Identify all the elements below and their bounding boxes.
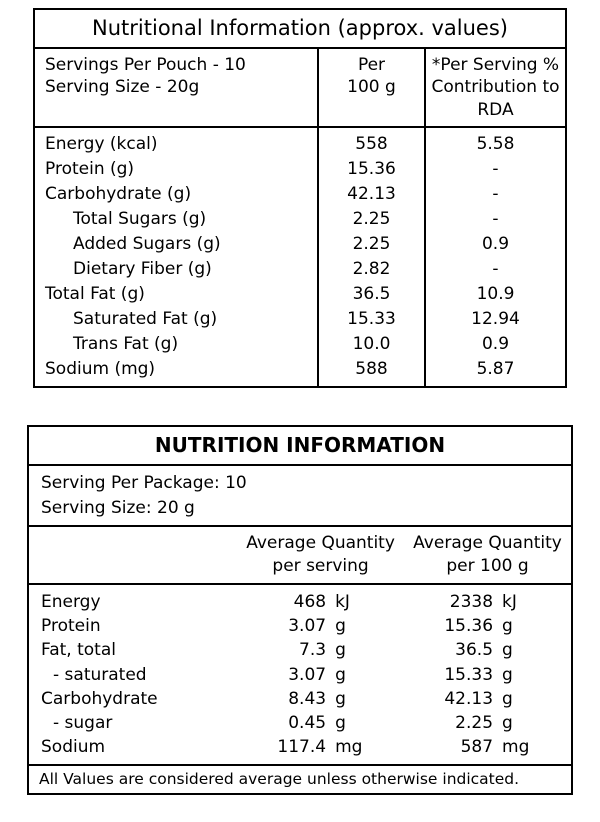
value: 2338 [449,592,494,613]
table-row [29,687,571,711]
nutrition-information-panel [27,425,573,795]
value: 117.4 [277,736,327,757]
panel2-rows [29,584,571,764]
unit: g [335,712,346,733]
nutrient-name: Added Sugars (g) [73,234,221,255]
nutrient-name: Trans Fat (g) [73,333,179,354]
nutrient-per100: 2.82 [318,257,425,282]
servings-per-pouch: Servings Per Pouch - 10 [45,55,246,75]
value: 8.43 [288,688,327,709]
unit: g [335,640,346,661]
panel2-header-row [29,527,571,584]
nutritional-information-panel [33,8,567,388]
table-row [35,332,565,357]
value: 42.13 [444,688,494,709]
nutrient-name: Energy (kcal) [45,134,158,155]
nutrient-name: - sugar [53,712,113,733]
table-row [35,127,565,157]
nutrient-per100: 15.36 [318,157,425,182]
per100-header-line1: Per [357,55,386,75]
table-row [29,584,571,614]
nutrient-name: Sodium (mg) [45,358,156,379]
nutrient-name: Protein (g) [45,159,135,180]
table-row [29,711,571,735]
nutrient-name: Protein [41,616,101,637]
nutrient-per100: 2.25 [318,207,425,232]
value: 468 [293,592,327,613]
nutrient-per100: 36.5 [318,282,425,307]
per100-header-line2: per 100 g [446,556,529,577]
panel1-title: Nutritional Information (approx. values) [35,10,565,49]
nutrient-name: Saturated Fat (g) [73,308,218,329]
nutrient-rda: - [425,157,565,182]
nutrient-rda: 12.94 [425,307,565,332]
nutrient-name: Total Sugars (g) [73,209,207,230]
nutrient-per100: 2.25 [318,232,425,257]
panel2-table [29,527,571,764]
table-row [29,735,571,764]
unit: g [502,664,513,685]
nutrient-name: Fat, total [41,640,116,661]
value: 0.45 [288,712,327,733]
nutrient-per100 [404,687,571,711]
panel1-servings-cell [35,49,318,127]
nutrient-per100: 588 [318,357,425,386]
panel1-header-row [35,49,565,127]
per-serving-header-line1: Average Quantity [246,533,395,554]
panel2-serving-block [29,466,571,527]
nutrient-per-serving [237,687,404,711]
panel2-per-serving-header [237,527,404,584]
nutrient-name: - saturated [53,664,147,685]
serving-size: Serving Size: 20 g [41,497,195,518]
nutrient-per-serving [237,735,404,764]
nutrient-rda: - [425,257,565,282]
nutrient-per100: 558 [318,127,425,157]
unit: g [502,616,513,637]
nutrient-per100: 15.33 [318,307,425,332]
unit: g [502,712,513,733]
nutrient-rda: - [425,207,565,232]
panel1-rda-header [425,49,565,127]
nutrient-name: Total Fat (g) [45,283,145,304]
value: 15.36 [444,616,494,637]
panel2-title: NUTRITION INFORMATION [29,427,571,466]
nutrient-per-serving [237,614,404,638]
nutrient-per100 [404,584,571,614]
nutrient-per100 [404,711,571,735]
value: 3.07 [288,616,327,637]
panel2-per100-header [404,527,571,584]
panel1-per100-header [318,49,425,127]
table-row [29,663,571,687]
unit: kJ [335,592,350,613]
table-row [35,307,565,332]
per100-header-line2: 100 g [347,77,396,98]
panel1-rows [35,127,565,385]
per-serving-header-line2: per serving [272,556,369,577]
rda-header-line2: Contribution to RDA [431,77,560,120]
nutrient-rda: 5.58 [425,127,565,157]
nutrient-per100 [404,735,571,764]
unit: g [502,688,513,709]
nutrient-per-serving [237,711,404,735]
nutrient-rda: 0.9 [425,332,565,357]
nutrient-name: Carbohydrate (g) [45,184,192,205]
nutrient-per100: 42.13 [318,182,425,207]
nutrient-per-serving [237,638,404,662]
nutrient-per100 [404,614,571,638]
nutrient-per-serving [237,584,404,614]
nutrient-name: Sodium [41,736,106,757]
value: 3.07 [288,664,327,685]
panel2-blank-header [29,527,237,584]
per100-header-line1: Average Quantity [413,533,562,554]
table-row [35,157,565,182]
table-row [35,182,565,207]
panel2-footer-note: All Values are considered average unless otherwise indicated. [29,764,571,793]
serving-per-package: Serving Per Package: 10 [41,473,247,493]
unit: g [335,688,346,709]
value: 15.33 [444,664,494,685]
nutrient-name: Dietary Fiber (g) [73,259,212,279]
unit: mg [335,736,363,757]
nutrient-rda: - [425,182,565,207]
unit: g [502,640,513,661]
unit: mg [502,736,530,757]
rda-header-line1: *Per Serving % [431,55,560,75]
nutrient-per100: 10.0 [318,332,425,357]
table-row [35,282,565,307]
nutrient-per100 [404,663,571,687]
nutrient-rda: 10.9 [425,282,565,307]
table-row [35,257,565,282]
nutrient-per-serving [237,663,404,687]
value: 7.3 [299,640,327,661]
table-row [35,207,565,232]
panel1-table [35,49,565,386]
table-row [35,357,565,386]
table-row [29,614,571,638]
unit: kJ [502,592,517,613]
nutrient-per100 [404,638,571,662]
value: 36.5 [455,640,494,661]
value: 2.25 [455,712,494,733]
value: 587 [460,736,494,757]
table-row [35,232,565,257]
nutrient-rda: 5.87 [425,357,565,386]
serving-size: Serving Size - 20g [45,77,200,98]
table-row [29,638,571,662]
nutrient-rda: 0.9 [425,232,565,257]
nutrient-name: Carbohydrate [41,688,158,709]
unit: g [335,664,346,685]
nutrient-name: Energy [41,592,101,613]
unit: g [335,616,346,637]
